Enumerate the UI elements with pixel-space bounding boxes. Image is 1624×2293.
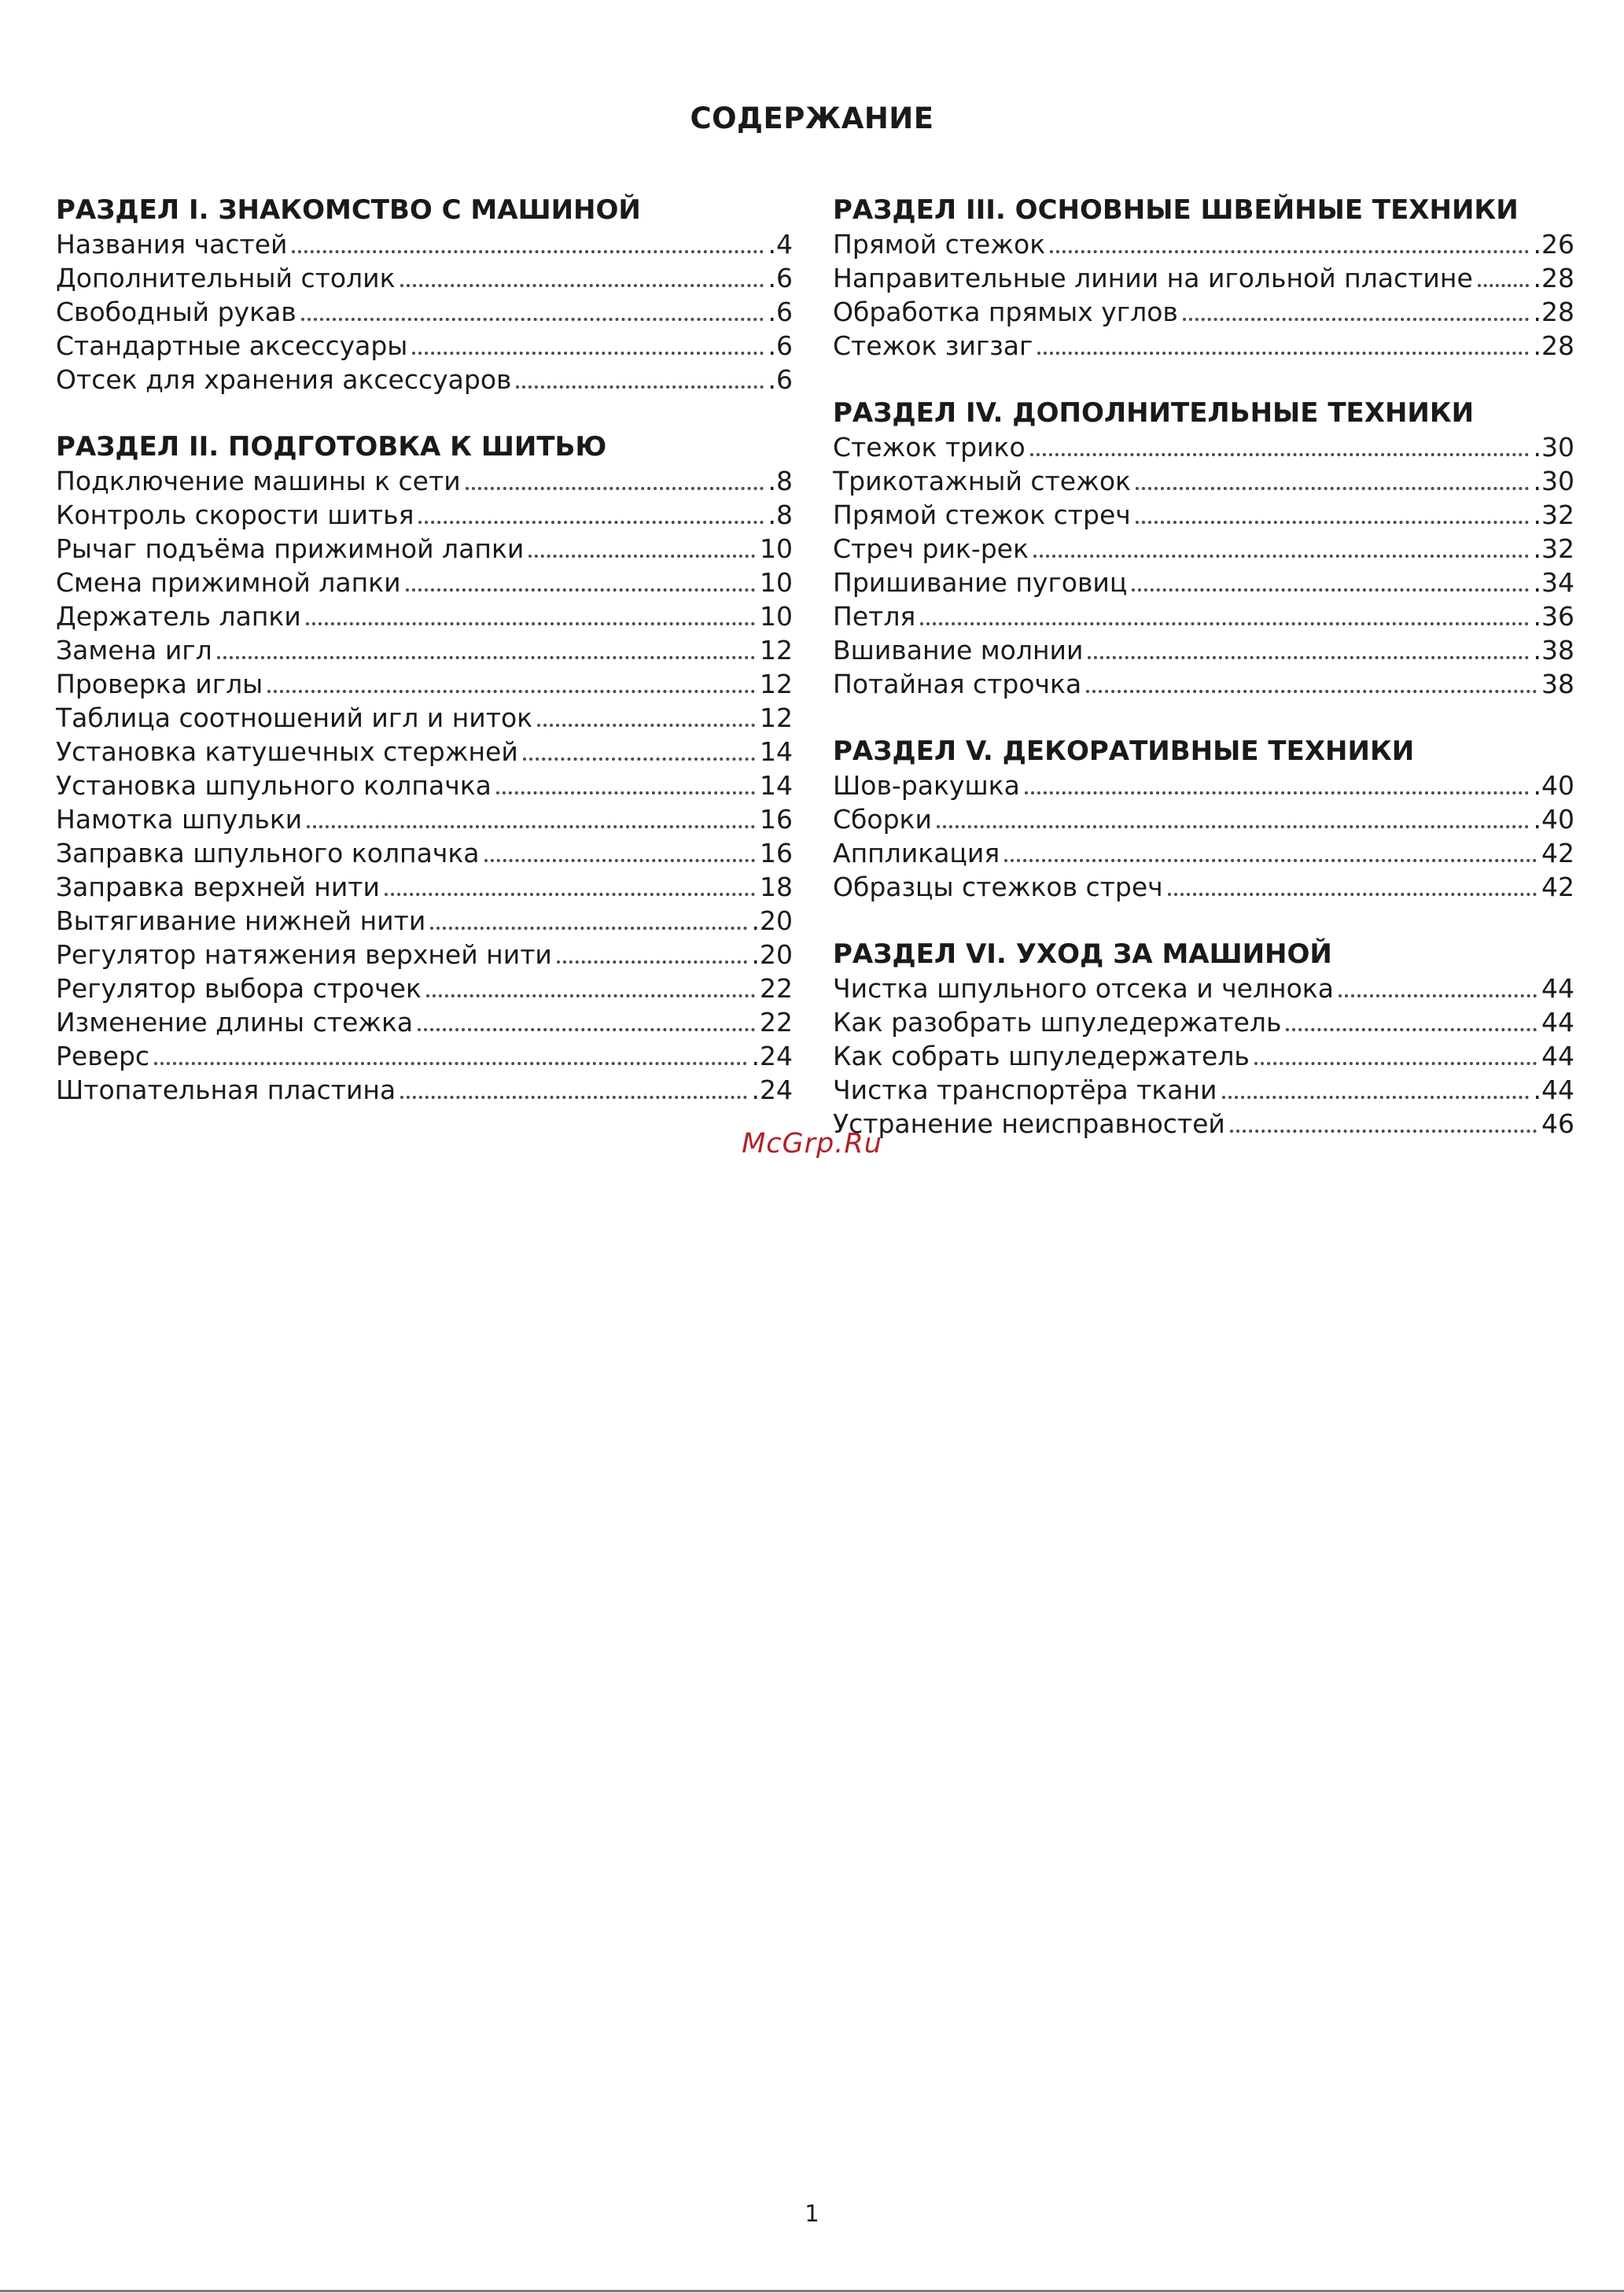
entry-page-number: .30 (1533, 432, 1574, 463)
entry-page-number: 44 (1541, 973, 1574, 1004)
entry-page-number: .40 (1533, 804, 1574, 835)
dot-leader (920, 611, 1528, 625)
entry-page-number: .24 (751, 1041, 793, 1071)
toc-entry (56, 735, 793, 769)
entry-title: Реверс (56, 1041, 150, 1071)
dot-leader (484, 848, 755, 862)
entry-title: Установка катушечных стержней (56, 736, 518, 767)
entry-page-number: 18 (760, 872, 793, 902)
entry-page-number: .32 (1533, 533, 1574, 564)
entry-title: Подключение машины к сети (56, 466, 461, 496)
dot-leader (1025, 780, 1529, 794)
entry-page-number: .28 (1533, 263, 1574, 293)
toc-entry (56, 363, 793, 396)
entry-title: Чистка шпульного отсека и челнока (833, 973, 1334, 1004)
entry-title: Заправка шпульного колпачка (56, 838, 480, 868)
entry-page-number: .6 (768, 364, 793, 395)
toc-entry (56, 464, 793, 498)
toc-section (833, 735, 1574, 904)
entry-page-number: .26 (1533, 229, 1574, 260)
dot-leader (406, 577, 755, 592)
dot-leader (412, 341, 763, 355)
dot-leader (516, 374, 763, 389)
entry-title: Дополнительный столик (56, 263, 396, 293)
toc-entry (833, 261, 1574, 295)
dot-leader (400, 273, 764, 287)
entry-page-number: 42 (1541, 872, 1574, 902)
entry-title: Заправка верхней нити (56, 872, 380, 902)
toc-entry (833, 295, 1574, 329)
dot-leader (430, 916, 746, 930)
toc-entry (56, 769, 793, 802)
dot-leader (1286, 1017, 1537, 1031)
dot-leader (557, 949, 747, 964)
entry-page-number: 14 (760, 770, 793, 801)
entry-title: Вшивание молнии (833, 635, 1084, 665)
entry-title: Таблица соотношений игл и ниток (56, 702, 533, 733)
dot-leader (937, 814, 1529, 828)
entry-title: Стежок трико (833, 432, 1026, 463)
toc-section (833, 194, 1574, 363)
section-title: РАЗДЕЛ II. ПОДГОТОВКА К ШИТЬЮ (56, 431, 607, 463)
entry-title: Отсек для хранения аксессуаров (56, 364, 512, 395)
entry-page-number: 42 (1541, 838, 1574, 868)
dot-leader (292, 239, 763, 253)
entry-page-number: 12 (760, 702, 793, 733)
toc-entry (56, 498, 793, 532)
toc-section (56, 194, 793, 396)
toc-section (833, 938, 1574, 1141)
dot-leader (306, 611, 755, 625)
dot-leader (267, 679, 755, 693)
toc-entry (833, 329, 1574, 363)
toc-entry (56, 1039, 793, 1073)
entry-title: Петля (833, 601, 916, 632)
entry-title: Сборки (833, 804, 932, 835)
dot-leader (1050, 239, 1528, 253)
toc-entry (833, 1005, 1574, 1039)
entry-page-number: .30 (1533, 466, 1574, 496)
toc-entry (833, 802, 1574, 836)
entry-page-number: 10 (760, 601, 793, 632)
entry-page-number: .6 (768, 330, 793, 361)
page-title: СОДЕРЖАНИЕ (690, 101, 934, 135)
toc-entry (833, 498, 1574, 532)
entry-title: Стежок зигзаг (833, 330, 1033, 361)
dot-leader (1136, 510, 1529, 524)
entry-page-number: .34 (1533, 567, 1574, 598)
entry-page-number: .6 (768, 297, 793, 327)
dot-leader (154, 1051, 746, 1065)
entry-title: Аппликация (833, 838, 1000, 868)
entry-title: Намотка шпульки (56, 804, 303, 835)
entry-title: Регулятор натяжения верхней нити (56, 939, 552, 970)
entry-page-number: .20 (751, 905, 793, 936)
entry-page-number: 46 (1541, 1108, 1574, 1139)
toc-entry (56, 971, 793, 1005)
toc-entry (56, 870, 793, 904)
dot-leader (1136, 476, 1529, 490)
entry-page-number: 22 (760, 973, 793, 1004)
entry-page-number: 44 (1541, 1041, 1574, 1071)
section-title: РАЗДЕЛ V. ДЕКОРАТИВНЫЕ ТЕХНИКИ (833, 735, 1415, 767)
entry-title: Вытягивание нижней нити (56, 905, 426, 936)
entry-page-number: .28 (1533, 297, 1574, 327)
toc-entry (56, 802, 793, 836)
dot-leader (418, 1017, 755, 1031)
entry-title: Свободный рукав (56, 297, 296, 327)
entry-title: Проверка иглы (56, 669, 263, 699)
section-title: РАЗДЕЛ IV. ДОПОЛНИТЕЛЬНЫЕ ТЕХНИКИ (833, 397, 1475, 429)
entry-page-number: .36 (1533, 601, 1574, 632)
toc-entry (56, 667, 793, 701)
dot-leader (385, 882, 755, 896)
page-number: 1 (805, 2200, 819, 2227)
toc-entry (833, 633, 1574, 667)
toc-entry (56, 227, 793, 261)
dot-leader (1037, 341, 1528, 355)
dot-leader (1033, 544, 1529, 558)
dot-leader (537, 713, 755, 727)
entry-page-number: 16 (760, 838, 793, 868)
entry-page-number: .40 (1533, 770, 1574, 801)
toc-entry (56, 1005, 793, 1039)
entry-page-number: 14 (760, 736, 793, 767)
section-title: РАЗДЕЛ III. ОСНОВНЫЕ ШВЕЙНЫЕ ТЕХНИКИ (833, 194, 1519, 226)
entry-title: Обработка прямых углов (833, 297, 1178, 327)
dot-leader (1478, 273, 1529, 287)
dot-leader (1088, 645, 1528, 659)
entry-title: Как собрать шпуледержатель (833, 1041, 1250, 1071)
entry-page-number: 12 (760, 635, 793, 665)
toc-entry (833, 769, 1574, 802)
entry-page-number: .32 (1533, 500, 1574, 530)
dot-leader (400, 1085, 746, 1099)
toc-entry (56, 1073, 793, 1107)
section-title: РАЗДЕЛ VI. УХОД ЗА МАШИНОЙ (833, 938, 1332, 970)
dot-leader (523, 747, 755, 761)
entry-page-number: .38 (1533, 635, 1574, 665)
toc-entry (56, 295, 793, 329)
dot-leader (1222, 1085, 1529, 1099)
dot-leader (307, 814, 755, 828)
dot-leader (1339, 983, 1537, 997)
entry-title: Замена игл (56, 635, 212, 665)
toc-entry (56, 532, 793, 566)
dot-leader (426, 983, 755, 997)
dot-leader (466, 476, 764, 490)
bottom-rule (0, 2290, 1624, 2292)
toc-entry (56, 599, 793, 633)
toc-entry (833, 870, 1574, 904)
toc-entry (833, 1039, 1574, 1073)
entry-title: Прямой стежок (833, 229, 1046, 260)
entry-page-number: .4 (768, 229, 793, 260)
toc-entry (833, 532, 1574, 566)
toc-entry (833, 464, 1574, 498)
entry-title: Регулятор выбора строчек (56, 973, 422, 1004)
dot-leader (1183, 307, 1529, 321)
toc-entry (833, 667, 1574, 701)
toc-entry (833, 227, 1574, 261)
dot-leader (1030, 442, 1529, 456)
toc-section (56, 430, 793, 1107)
entry-title: Названия частей (56, 229, 288, 260)
entry-title: Потайная строчка (833, 669, 1082, 699)
entry-title: Стандартные аксессуары (56, 330, 408, 361)
entry-page-number: .20 (751, 939, 793, 970)
toc-entry (833, 1073, 1574, 1107)
toc-entry (56, 329, 793, 363)
entry-title: Рычаг подъёма прижимной лапки (56, 533, 525, 564)
entry-page-number: 38 (1541, 669, 1574, 699)
toc-entry (56, 261, 793, 295)
dot-leader (1004, 848, 1537, 862)
toc-entry (833, 836, 1574, 870)
toc-section (833, 396, 1574, 701)
entry-title: Чистка транспортёра ткани (833, 1075, 1217, 1105)
section-title: РАЗДЕЛ I. ЗНАКОМСТВО С МАШИНОЙ (56, 194, 641, 226)
watermark: McGrp.Ru (742, 1128, 882, 1159)
dot-leader (1168, 882, 1537, 896)
toc-entry (56, 938, 793, 971)
dot-leader (1132, 577, 1528, 592)
dot-leader (496, 780, 755, 794)
toc-entry (56, 836, 793, 870)
toc-column-right (833, 194, 1574, 1174)
entry-title: Образцы стежков стреч (833, 872, 1163, 902)
entry-page-number: .24 (751, 1075, 793, 1105)
entry-title: Изменение длины стежка (56, 1007, 414, 1038)
entry-title: Смена прижимной лапки (56, 567, 401, 598)
dot-leader (1086, 679, 1537, 693)
entry-page-number: 12 (760, 669, 793, 699)
entry-title: Шов-ракушка (833, 770, 1020, 801)
entry-title: Стреч рик-рек (833, 533, 1029, 564)
entry-page-number: 44 (1541, 1007, 1574, 1038)
entry-title: Как разобрать шпуледержатель (833, 1007, 1282, 1038)
toc-entry (833, 430, 1574, 464)
entry-title: Держатель лапки (56, 601, 301, 632)
dot-leader (217, 645, 755, 659)
dot-leader (1254, 1051, 1537, 1065)
toc-entry (56, 633, 793, 667)
entry-page-number: .44 (1533, 1075, 1574, 1105)
entry-page-number: 16 (760, 804, 793, 835)
toc-entry (833, 971, 1574, 1005)
entry-page-number: .28 (1533, 330, 1574, 361)
toc-entry (56, 701, 793, 735)
entry-page-number: 10 (760, 567, 793, 598)
entry-title: Устранение неисправностей (833, 1108, 1225, 1139)
toc-column-left (56, 194, 793, 1141)
toc-entry (56, 904, 793, 938)
entry-page-number: .8 (768, 466, 793, 496)
entry-page-number: 10 (760, 533, 793, 564)
toc-entry (56, 566, 793, 599)
entry-title: Прямой стежок стреч (833, 500, 1131, 530)
entry-title: Трикотажный стежок (833, 466, 1131, 496)
dot-leader (301, 307, 764, 321)
entry-page-number: 22 (760, 1007, 793, 1038)
entry-title: Установка шпульного колпачка (56, 770, 492, 801)
toc-entry (833, 599, 1574, 633)
entry-title: Штопательная пластина (56, 1075, 396, 1105)
entry-page-number: .6 (768, 263, 793, 293)
entry-page-number: .8 (768, 500, 793, 530)
entry-title: Направительные линии на игольной пластине (833, 263, 1473, 293)
entry-title: Пришивание пуговиц (833, 567, 1128, 598)
dot-leader (418, 510, 763, 524)
entry-title: Контроль скорости шитья (56, 500, 414, 530)
dot-leader (528, 544, 755, 558)
toc-entry (833, 566, 1574, 599)
